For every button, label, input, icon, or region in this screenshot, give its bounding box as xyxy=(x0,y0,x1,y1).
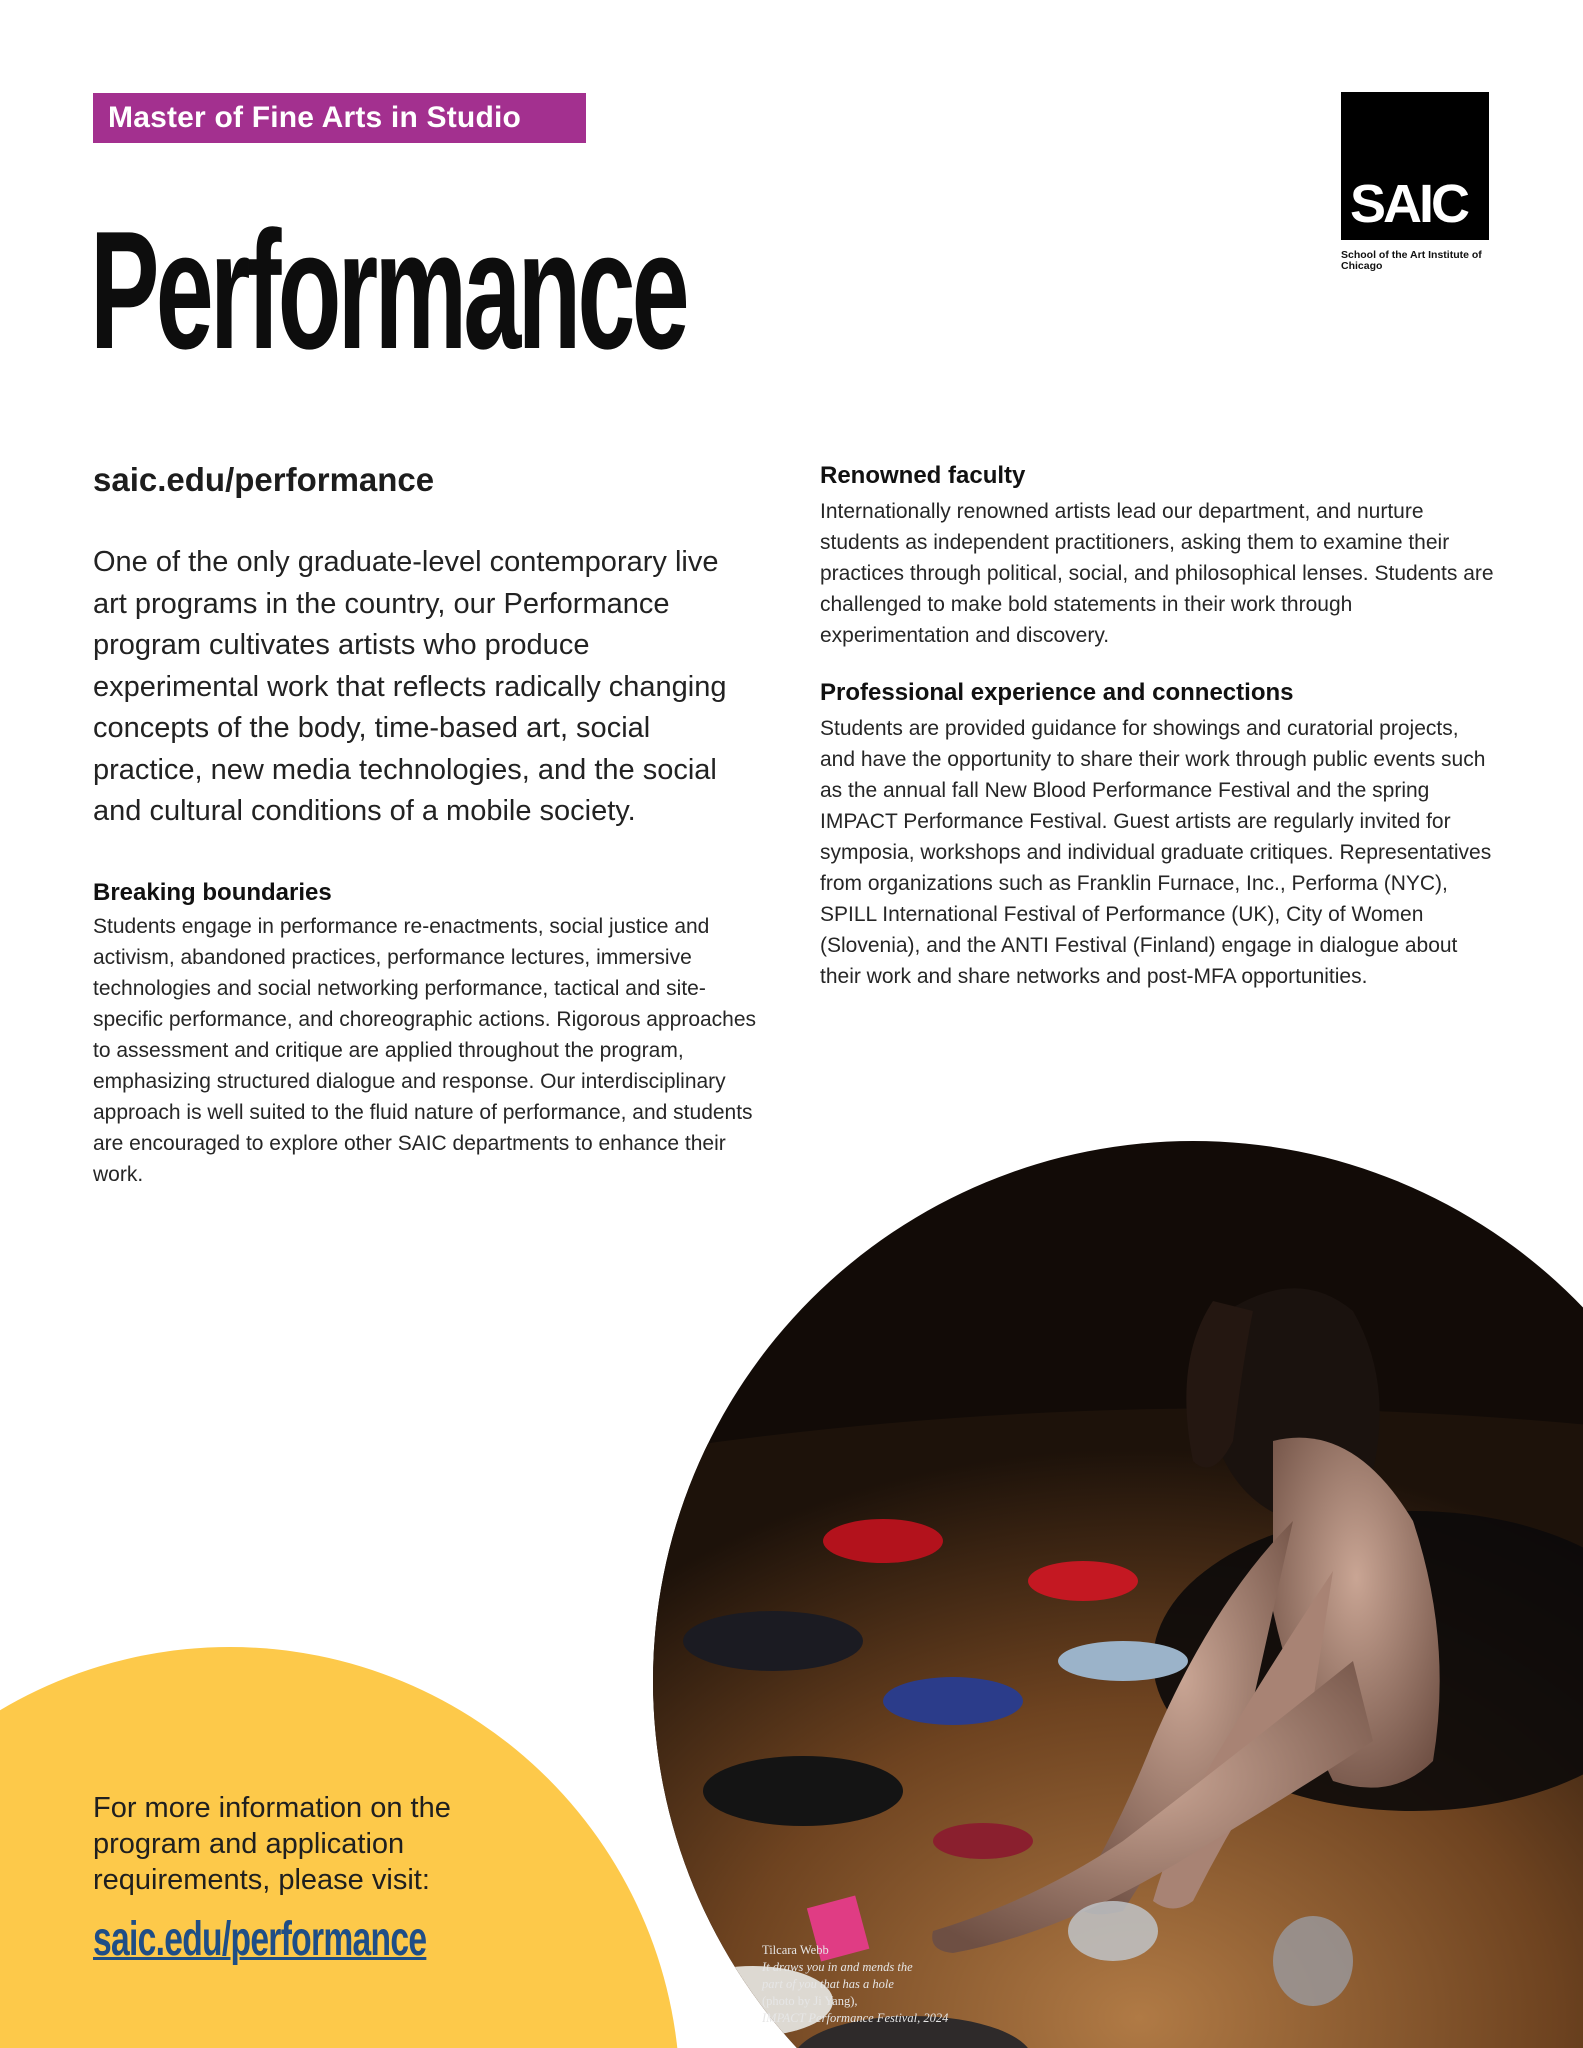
section-text-breaking-boundaries: Students engage in performance re-enactments, social justice and activism, abandoned practices, performance lectures, immersive technologies and social networking performance, tactical and site-specific performance, and choreographic actions. Rigorous approaches to assessment and critique are applied throughout the program, emphasizing structured dialogue and response. Our interdisciplinary approach is well suited to the fluid nature of performance, and students are encouraged to explore other SAIC departments to enhance their work. xyxy=(93,914,757,1186)
performance-photo-illustration xyxy=(653,1141,1583,2048)
caption-title-line2: part of you that has a hole xyxy=(762,1977,894,1991)
caption-event: IMPACT Performance Festival, 2024 xyxy=(762,2011,949,2025)
program-url[interactable]: saic.edu/performance xyxy=(93,461,435,498)
caption-credit: (photo by Ji Yang), xyxy=(762,1994,858,2008)
more-info-text: For more information on the program and application requirements, please visit: xyxy=(93,1792,451,1896)
performance-photo xyxy=(653,1141,1583,2048)
saic-logo[interactable] xyxy=(1341,92,1489,240)
section-heading-renowned-faculty: Renowned faculty xyxy=(820,462,1026,489)
program-tag: Master of Fine Arts in Studio xyxy=(93,93,586,143)
right-column xyxy=(820,458,1495,992)
section-text-renowned-faculty: Internationally renowned artists lead our department, and nurture students as independent practitioners, asking them to examine their practices through political, social, and philosophical lenses. Students are challenged to make bold statements in their work through experimentation and discovery. xyxy=(820,500,1494,647)
section-heading-professional-experience: Professional experience and connections xyxy=(820,679,1294,706)
page-title: Performance xyxy=(90,196,686,384)
left-column xyxy=(93,458,773,1190)
footer-program-link[interactable]: saic.edu/performance xyxy=(93,1913,427,1966)
section-text-professional-experience: Students are provided guidance for showings and curatorial projects, and have the opportunity to share their work through public events such as the annual fall New Blood Performance Festival and the spring IMPACT Performance Festival. Guest artists are regularly invited for symposia, workshops and individual graduate critiques. Representatives from organizations such as Franklin Furnace, Inc., Performa (NYC), SPILL International Festival of Performance (UK), City of Women (Slovenia), and the ANTI Festival (Finland) engage in dialogue about their work and share networks and post-MFA opportunities. xyxy=(820,717,1492,988)
caption-artist: Tilcara Webb xyxy=(762,1943,829,1957)
logo-subtitle: School of the Art Institute of Chicago xyxy=(1341,249,1482,272)
photo-caption xyxy=(762,1942,1022,2027)
section-heading-breaking-boundaries: Breaking boundaries xyxy=(93,878,332,906)
logo-mark: SAIC xyxy=(1350,174,1468,234)
caption-title-line1: It draws you in and mends the xyxy=(762,1960,913,1974)
intro-paragraph: One of the only graduate-level contemporary live art programs in the country, our Performance program cultivates artists who produce experimental work that reflects radically changing concepts of the body, time-based art, social practice, new media technologies, and the social and cultural conditions of a mobile society. xyxy=(93,546,727,827)
